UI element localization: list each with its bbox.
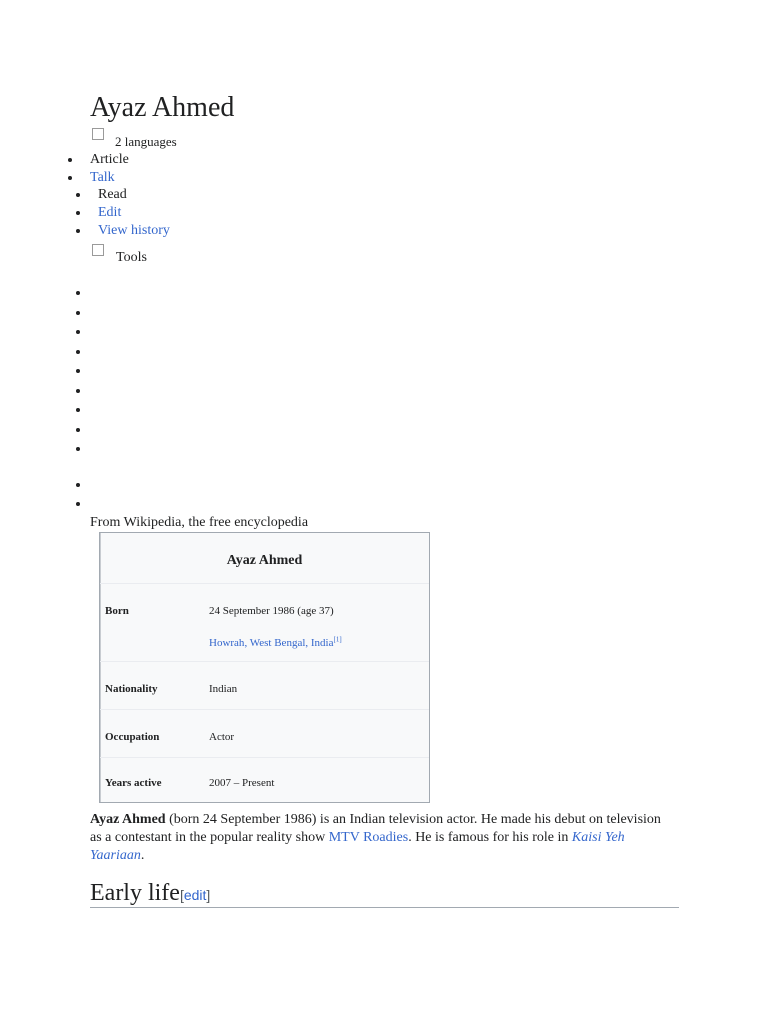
tools-checkbox[interactable] — [92, 244, 104, 256]
bullet-icon — [76, 211, 80, 215]
years-active-value: 2007 – Present — [209, 777, 275, 789]
tools-list-item — [76, 330, 80, 334]
bullet-icon — [76, 193, 80, 197]
page-title: Ayaz Ahmed — [90, 92, 235, 123]
tools-list-item — [76, 408, 80, 412]
infobox-divider — [100, 661, 429, 662]
tools-list-item — [76, 447, 80, 451]
birthplace-state-link[interactable]: West Bengal — [249, 637, 306, 649]
tools-list-item — [76, 350, 80, 354]
nationality-label: Nationality — [105, 683, 158, 695]
infobox-divider — [100, 709, 429, 710]
tools-list-item — [76, 291, 80, 295]
bullet-icon — [68, 176, 72, 180]
lead-text: (born 24 September 1986) is an Indian television actor. He made his debut on television as a contestant in the popular reality show — [90, 812, 661, 845]
tab-read[interactable] — [74, 186, 234, 204]
language-checkbox[interactable] — [92, 128, 104, 140]
birthplace — [209, 637, 342, 649]
subject-name: Ayaz Ahmed — [90, 812, 166, 827]
heading-underline — [90, 907, 679, 908]
bullet-icon — [68, 158, 72, 162]
birthplace-separator: , — [244, 637, 250, 649]
born-label: Born — [105, 605, 129, 617]
tab-view-history-label[interactable]: View history — [98, 223, 170, 238]
nationality-value: Indian — [209, 683, 238, 695]
tab-edit-label[interactable]: Edit — [98, 205, 122, 220]
site-tagline: From Wikipedia, the free encyclopedia — [90, 515, 309, 530]
birthplace-separator: , — [305, 637, 311, 649]
tools-list-item — [76, 369, 80, 373]
tab-talk[interactable] — [66, 169, 186, 187]
birthplace-country-link[interactable]: India — [310, 637, 334, 649]
tab-article-label[interactable]: Article — [90, 152, 129, 167]
infobox-divider — [100, 757, 429, 758]
infobox-divider — [100, 583, 429, 584]
edit-bracket: ] — [206, 887, 211, 903]
lead-text: . He is famous for his role in — [408, 830, 572, 845]
reference-link[interactable]: [1] — [333, 635, 342, 644]
infobox — [99, 532, 430, 803]
occupation-label: Occupation — [105, 731, 160, 743]
edit-bracket: [ — [179, 887, 184, 903]
lead-text: . — [140, 848, 145, 863]
tools-list-item — [76, 502, 80, 506]
section-title: Early life — [90, 880, 180, 906]
years-active-label: Years active — [105, 777, 162, 789]
tab-talk-label[interactable]: Talk — [90, 170, 115, 185]
tab-edit[interactable] — [74, 204, 234, 222]
born-date: 24 September 1986 (age 37) — [209, 605, 334, 617]
section-heading — [90, 878, 210, 910]
occupation-value: Actor — [209, 731, 235, 743]
mtv-roadies-link[interactable]: MTV Roadies — [328, 830, 409, 845]
series-link[interactable]: Kaisi Yeh Yaariaan — [90, 830, 625, 863]
lead-paragraph — [90, 811, 670, 865]
tab-article[interactable] — [66, 151, 186, 169]
tab-read-label[interactable]: Read — [98, 187, 127, 202]
birthplace-city-link[interactable]: Howrah — [209, 637, 245, 649]
languages-label[interactable]: 2 languages — [115, 134, 177, 149]
tools-label[interactable]: Tools — [116, 250, 147, 265]
bullet-icon — [76, 229, 80, 233]
tools-list-item — [76, 389, 80, 393]
infobox-edge — [100, 533, 101, 802]
infobox-title: Ayaz Ahmed — [226, 553, 303, 568]
section-edit-link[interactable]: edit — [183, 887, 207, 903]
tools-list-item — [76, 428, 80, 432]
tools-list-item — [76, 311, 80, 315]
tools-list-item — [76, 483, 80, 487]
tab-view-history[interactable] — [74, 222, 234, 240]
